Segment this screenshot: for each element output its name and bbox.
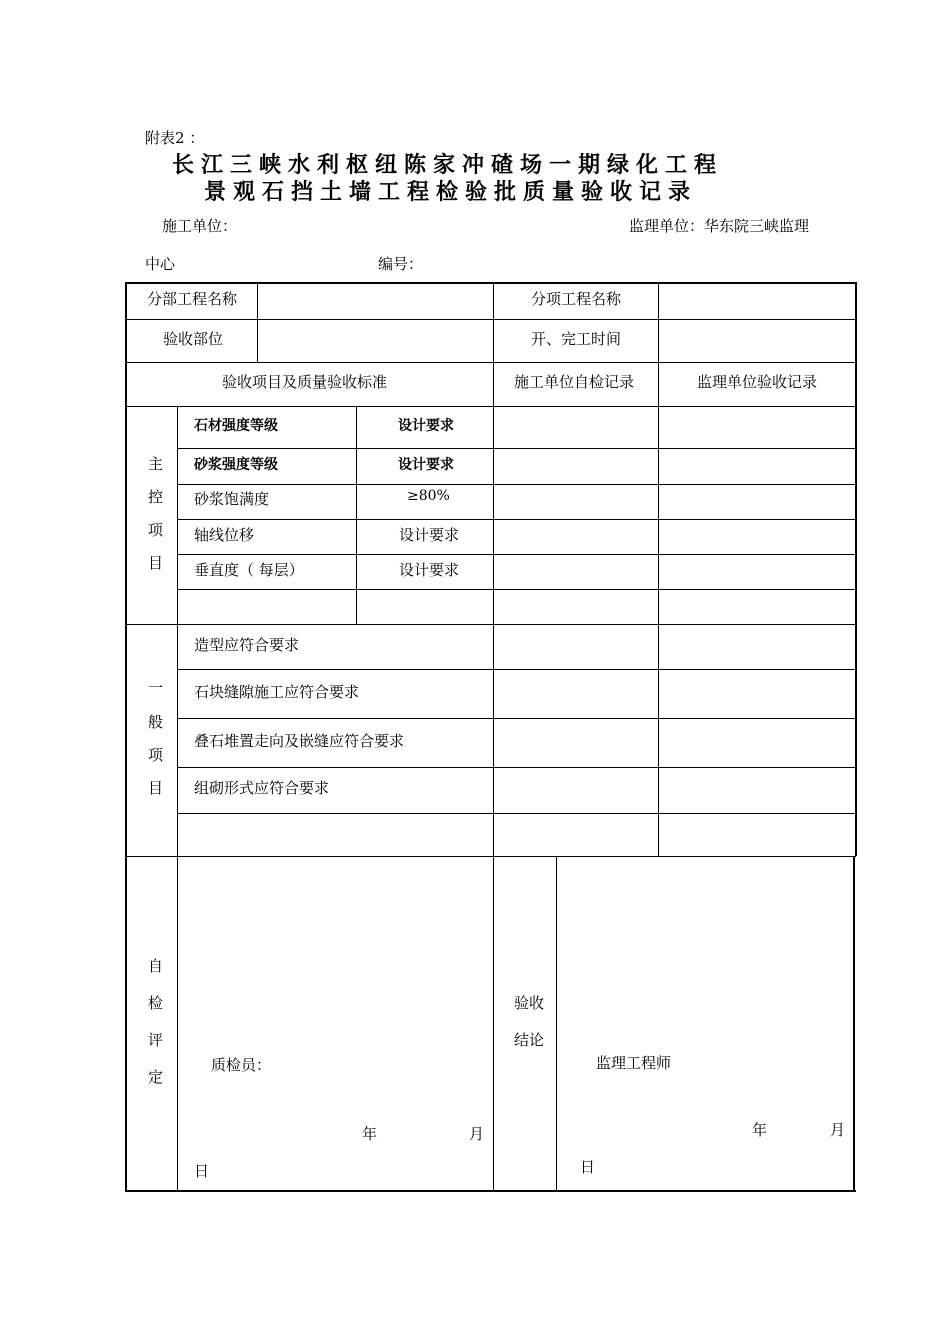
self-check-header: 施工单位自检记录 — [514, 373, 635, 391]
general-item: 组砌形式应符合要求 — [194, 779, 330, 797]
main-item-standard: 设计要求 — [399, 526, 460, 544]
date-day: 日 — [580, 1158, 596, 1176]
main-item-standard: 设计要求 — [399, 561, 460, 579]
main-item-standard: 设计要求 — [398, 418, 454, 434]
self-eval-label-char: 检 — [148, 994, 164, 1012]
self-eval-label-char: 评 — [148, 1031, 164, 1049]
main-items-label-char: 控 — [148, 488, 164, 506]
number-label: 编号： — [378, 255, 424, 273]
self-eval-label-char: 自 — [148, 957, 164, 975]
main-item-name: 石材强度等级 — [194, 418, 278, 434]
conclusion-label-1: 验收 — [514, 994, 545, 1012]
main-item-name: 垂直度（ 每层） — [194, 561, 304, 579]
general-items-label-char: 目 — [148, 779, 164, 797]
general-item: 叠石堆置走向及嵌缝应符合要求 — [194, 732, 405, 750]
general-item: 石块缝隙施工应符合要求 — [194, 683, 360, 701]
main-items-label-char: 主 — [148, 455, 164, 473]
date-year: 年 — [362, 1125, 378, 1143]
acceptance-part-label: 验收部位 — [163, 330, 224, 348]
title-line-2: 景观石挡土墙工程检验批质量验收记录 — [204, 180, 698, 205]
conclusion-label-2: 结论 — [514, 1031, 545, 1049]
title-line-1: 长江三峡水利枢纽陈家冲碴场一期绿化工程 — [172, 153, 724, 178]
criteria-header: 验收项目及质量验收标准 — [222, 373, 388, 391]
main-items-label-char: 目 — [148, 554, 164, 572]
main-item-name: 砂浆饱满度 — [194, 490, 270, 508]
self-eval-label-char: 定 — [148, 1068, 164, 1086]
supervision-check-header: 监理单位验收记录 — [697, 373, 818, 391]
item-project-name-label: 分项工程名称 — [531, 290, 622, 308]
main-item-standard: 设计要求 — [398, 457, 454, 473]
general-items-label-char: 项 — [148, 746, 164, 764]
date-month: 月 — [469, 1125, 485, 1143]
main-item-standard: ≥80% — [407, 488, 450, 504]
main-item-name: 砂浆强度等级 — [194, 457, 278, 473]
start-end-time-label: 开、完工时间 — [531, 330, 622, 348]
main-item-name: 轴线位移 — [194, 526, 255, 544]
main-items-label-char: 项 — [148, 521, 164, 539]
general-item: 造型应符合要求 — [194, 636, 300, 654]
general-items-label-char: 般 — [148, 713, 164, 731]
attachment-label: 附表2 ： — [145, 129, 205, 147]
date-year: 年 — [752, 1121, 768, 1139]
date-month: 月 — [830, 1121, 846, 1139]
supervision-unit-cont: 中心 — [145, 255, 176, 273]
general-items-label-char: 一 — [148, 679, 164, 697]
sub-project-name-label: 分部工程名称 — [147, 290, 238, 308]
inspector-label: 质检员： — [211, 1056, 272, 1074]
supervision-unit-label: 监理单位：华东院三峡监理 — [629, 217, 810, 235]
date-day: 日 — [194, 1162, 210, 1180]
construction-unit-label: 施工单位： — [162, 217, 238, 235]
supervisor-label: 监理工程师 — [596, 1054, 672, 1072]
